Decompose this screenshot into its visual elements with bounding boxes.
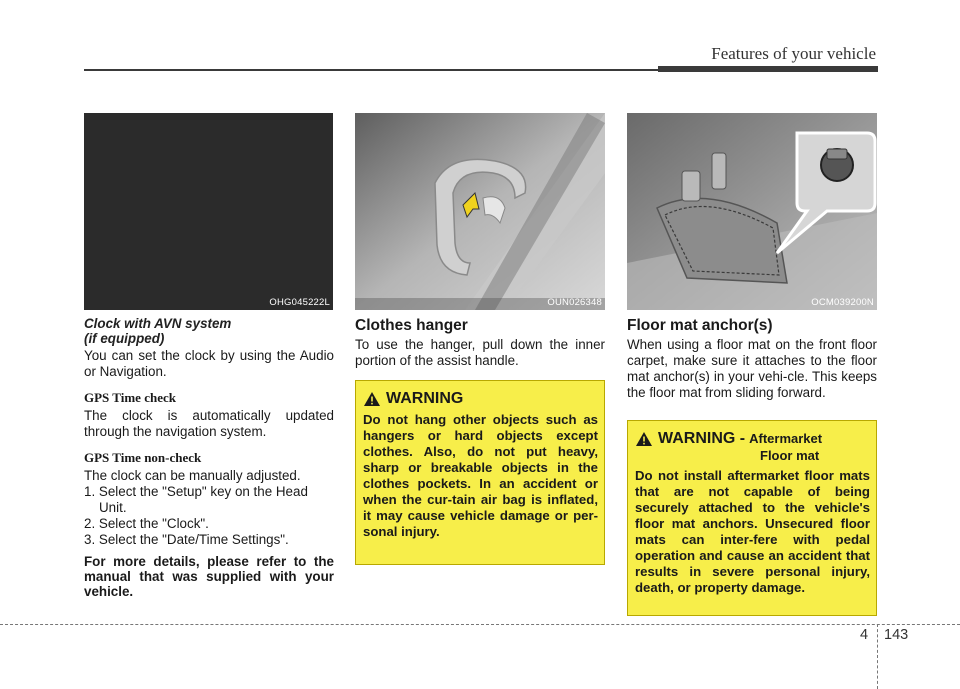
gps-check-heading: GPS Time check	[84, 390, 176, 405]
warning-title: WARNING	[386, 390, 464, 407]
floor-mat-illustration	[627, 113, 877, 310]
page-header-title: Features of your vehicle	[711, 44, 876, 63]
page-number: 143	[884, 627, 909, 643]
clothes-hanger-illustration	[355, 113, 605, 310]
step-item: 3. Select the "Date/Time Settings".	[84, 532, 289, 547]
warning-triangle-icon	[363, 391, 381, 407]
header-rule-accent	[658, 66, 878, 72]
warning-text: Do not hang other objects such as hangers or hard objects except clothes. Also, do not put heavy, sharp or breakable objects in the clothes pockets. In an accident or when the cur-tain air bag is inflated, it may cause vehicle damage or per-sonal injury.	[363, 412, 598, 539]
figure-avn-clock	[84, 113, 333, 310]
footer-rule	[0, 624, 960, 625]
figure-floor-mat-anchor	[627, 113, 877, 310]
gps-noncheck-text: The clock can be manually adjusted.	[84, 468, 301, 483]
section-floor-mat	[627, 316, 877, 401]
manual-note: For more details, please refer to the manual that was supplied with your vehicle.	[84, 554, 334, 599]
section-text: To use the hanger, pull down the inner portion of the assist handle.	[355, 337, 605, 368]
warning-subtitle: Aftermarket	[749, 431, 823, 446]
section-heading: Floor mat anchor(s)	[627, 317, 773, 334]
clock-intro: You can set the clock by using the Audio or Navigation.	[84, 348, 334, 379]
footer-divider	[877, 624, 878, 689]
warning-triangle-icon	[635, 431, 653, 447]
step-item: 1. Select the "Setup" key on the Head Unit.	[84, 484, 308, 515]
section-clothes-hanger	[355, 316, 605, 369]
warning-box-floor-mat	[627, 420, 877, 616]
section-heading: Clothes hanger	[355, 317, 468, 334]
warning-text: Do not install aftermarket floor mats that are not capable of being securely attached to the vehicle's floor mat anchors. Unsecured floor mats can inter-fere with pedal operation and cause an accident that results in severe personal injury, death, or property damage.	[635, 468, 870, 595]
section-text: When using a floor mat on the front floor carpet, make sure it attaches to the floor mat anchor(s) in your vehi-cle. This keeps the floor mat from sliding forward.	[627, 337, 877, 400]
figure-code: OCM039200N	[811, 297, 874, 308]
gps-noncheck-heading: GPS Time non-check	[84, 450, 202, 465]
figure-code: OHG045222L	[269, 297, 330, 308]
section-subtitle-qualifier: (if equipped)	[84, 331, 165, 346]
warning-subtitle-line2: Floor mat	[760, 448, 820, 463]
section-clock	[84, 316, 334, 599]
gps-check-text: The clock is automatically updated through the navigation system.	[84, 408, 334, 439]
step-item: 2. Select the "Clock".	[84, 516, 209, 531]
chapter-number: 4	[860, 627, 869, 643]
warning-box-hanger	[355, 380, 605, 565]
section-subtitle: Clock with AVN system	[84, 316, 232, 331]
warning-title: WARNING -	[658, 430, 746, 447]
figure-clothes-hanger	[355, 113, 605, 310]
figure-code: OUN026348	[547, 297, 602, 308]
